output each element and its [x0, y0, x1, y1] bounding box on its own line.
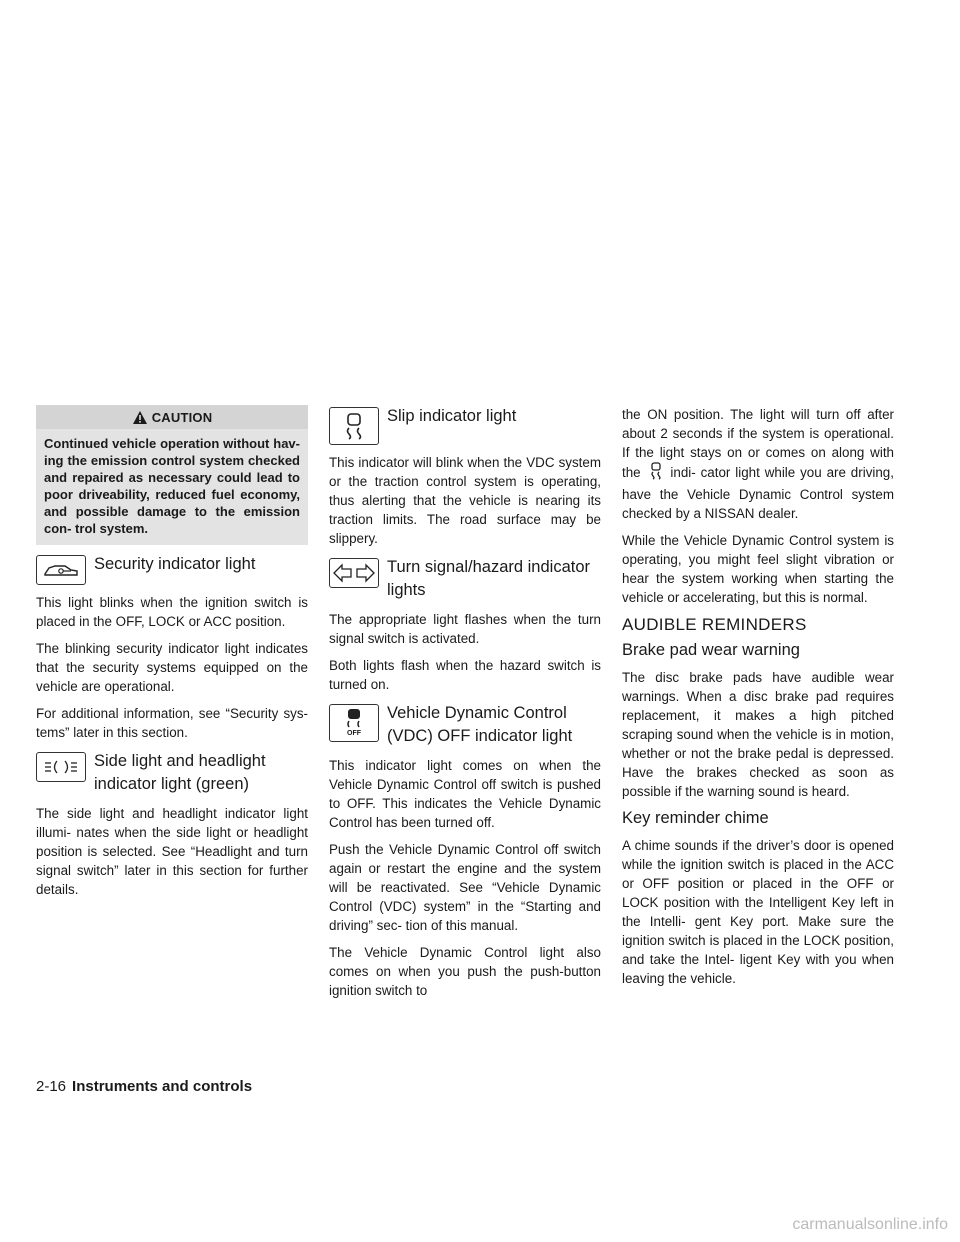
security-paragraph-1: This light blinks when the ignition switch is placed in the OFF, LOCK or ACC position.: [36, 595, 308, 629]
brake-pad-paragraph: The disc brake pads have audible wear warnings. When a disc brake pad requires replacement, it makes a high pitched scraping sound when the vehicle is in motion, whether or not the brake pedal is depressed. Have the brakes checked as soon as possible if the warning sound is heard.: [622, 670, 894, 799]
slip-indicator-title: Slip indicator light: [387, 407, 517, 425]
vdc-vibration-paragraph: While the Vehicle Dynamic Control system is operating, you might feel slight vibration or hear the system working when starting the vehicle or accelerating, but this is normal.: [622, 533, 894, 605]
security-paragraph-3: For additional information, see “Security sys- tems” later in this section.: [36, 706, 308, 740]
vdc-indicator-heading: [329, 702, 601, 748]
watermark: carmanualsonline.info: [792, 1216, 948, 1233]
side-light-icon: [36, 752, 86, 782]
vdc-indicator-title: Vehicle Dynamic Control (VDC) OFF indicator light: [387, 704, 573, 745]
sidelight-paragraph-1: The side light and headlight indicator light illumi- nates when the side light or headlight position is selected. See “Headlight and turn signal switch” later in this section for further details.: [36, 806, 308, 897]
brake-pad-title: Brake pad wear warning: [622, 641, 800, 659]
vdc-off-icon-label: OFF: [347, 730, 361, 737]
turn-indicator-title: Turn signal/hazard indicator lights: [387, 558, 590, 599]
turn-indicator-heading: [329, 556, 601, 602]
vdc-paragraph-2: Push the Vehicle Dynamic Control off switch again or restart the engine and the system will be reactivated. See “Vehicle Dynamic Control (VDC) system” in the “Starting and driving” sec- tion of this manual.: [329, 842, 601, 933]
vdc-paragraph-3: The Vehicle Dynamic Control light also comes on when you push the push-button ignition switch to: [329, 945, 601, 998]
turn-signal-arrows-icon: [329, 558, 379, 588]
security-indicator-title: Security indicator light: [94, 555, 256, 573]
column-1: [36, 405, 308, 907]
key-reminder-title: Key reminder chime: [622, 809, 769, 827]
security-car-key-icon: [36, 555, 86, 585]
sidelight-indicator-heading: [36, 750, 308, 796]
warning-triangle-icon: [132, 410, 148, 425]
column-3: [622, 405, 894, 996]
vdc-paragraph-1: This indicator light comes on when the Vehicle Dynamic Control off switch is pushed to OFF. This indicates the Vehicle Dynamic Control has been turned off.: [329, 758, 601, 830]
slip-inline-icon: [648, 462, 664, 485]
security-indicator-heading: [36, 553, 308, 585]
key-reminder-paragraph: A chime sounds if the driver’s door is opened while the ignition switch is placed in the ACC or OFF position or placed in the OFF or LOCK position with the Intelligent Key left in the Intelli- gent Key port. Make sure the ignition switch is placed in the LOCK position, and take the Intel- ligent Key with you when leaving the vehicle.: [622, 838, 894, 986]
slip-indicator-heading: [329, 405, 601, 445]
caution-header: [36, 405, 308, 429]
column-2: [329, 405, 601, 1008]
sidelight-indicator-title: Side light and headlight indicator light (green): [94, 752, 266, 793]
vdc-continued-paragraph: [622, 405, 894, 523]
slip-car-icon: [329, 407, 379, 445]
vdc-continued-text-a: the ON position. The light will turn off after about 2 seconds if the system is operational. If the light stays on or comes on along with the: [622, 407, 894, 480]
caution-box: [36, 405, 308, 545]
slip-paragraph-1: This indicator will blink when the VDC system or the traction control system is operating, thus alerting that the vehicle is nearing its traction limits. The road surface may be slippery.: [329, 455, 601, 546]
vdc-continued-text-b: indi- cator light while you are driving, have the Vehicle Dynamic Control system checked by a NISSAN dealer.: [622, 465, 894, 521]
turn-paragraph-1: The appropriate light flashes when the turn signal switch is activated.: [329, 612, 601, 646]
vdc-off-icon: [329, 704, 379, 742]
page-footer: [36, 1078, 252, 1095]
section-name: Instruments and controls: [72, 1078, 253, 1095]
turn-paragraph-2: Both lights flash when the hazard switch is turned on.: [329, 658, 601, 692]
security-paragraph-2: The blinking security indicator light indicates that the security systems equipped on the vehicle are operational.: [36, 641, 308, 694]
page-number: 2-16: [36, 1078, 67, 1095]
caution-text: Continued vehicle operation without hav- ing the emission control system checked and repaired as necessary could lead to poor driveability, reduced fuel economy, and possible damage to the emission con- trol system.: [44, 436, 300, 536]
audible-reminders-heading: AUDIBLE REMINDERS: [622, 615, 807, 634]
caution-label: CAUTION: [151, 409, 213, 425]
